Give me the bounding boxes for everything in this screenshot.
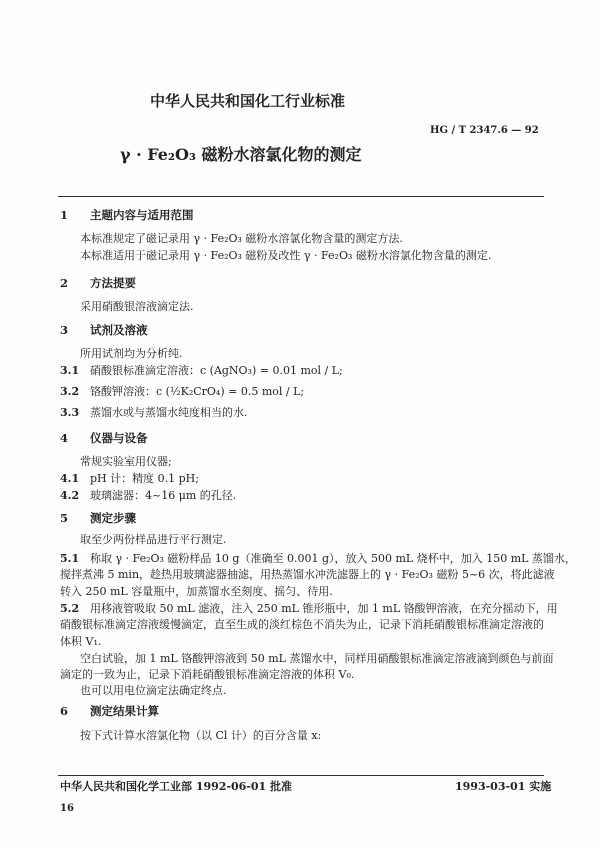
header-rule [58,196,544,197]
paragraph: 体积 V₁. [60,635,102,648]
section-5-heading: 5 测定步骤 [60,511,136,525]
paragraph: 滴定的一致为止，记录下消耗硝酸银标准滴定溶液的体积 V₀. [60,668,355,681]
paragraph: 所用试剂均为分析纯. [80,347,183,360]
paragraph: 取至少两份样品进行平行测定. [80,533,227,546]
clause-4-2: 4.2 玻璃滤器：4~16 μm 的孔径. [60,489,237,502]
paragraph: 转入 250 mL 容量瓶中，加蒸馏水至刻度、摇匀、待用. [60,585,333,598]
clause-5-1: 5.1 称取 γ · Fe₂O₃ 磁粉样品 10 g（准确至 0.001 g），放入 500 mL 烧杯中，加入 150 mL 蒸馏水， [60,552,576,565]
paragraph: 本标准适用于磁记录用 γ · Fe₂O₃ 磁粉及改性 γ · Fe₂O₃ 磁粉水溶氯化物含量的测定. [80,249,492,262]
paragraph: 本标准规定了磁记录用 γ · Fe₂O₃ 磁粉水溶氯化物含量的测定方法. [80,232,403,245]
page-number: 16 [60,803,74,814]
section-4-heading: 4 仪器与设备 [60,431,148,445]
clause-3-3: 3.3 蒸馏水或与蒸馏水纯度相当的水. [60,406,248,419]
clause-5-2: 5.2 用移液管吸取 50 mL 滤液，注入 250 mL 锥形瓶中，加 1 mL 铬酸钾溶液，在充分摇动下，用 [60,602,558,615]
section-2-heading: 2 方法提要 [60,276,136,290]
section-1-heading: 1 主题内容与适用范围 [60,208,194,222]
clause-3-2: 3.2 铬酸钾溶液：c (½K₂CrO₄) = 0.5 mol / L; [60,385,305,398]
section-6-heading: 6 测定结果计算 [60,704,159,718]
paragraph: 空白试验，加 1 mL 铬酸钾溶液到 50 mL 蒸馏水中，同样用硝酸银标准滴定溶液滴到颜色与前面 [80,652,554,665]
paragraph: 硝酸银标准滴定溶液缓慢滴定，直至生成的淡红棕色不消失为止，记录下消耗硝酸银标准滴定溶液的 [60,618,544,631]
doc-title: γ · Fe₂O₃ 磁粉水溶氯化物的测定 [120,145,362,164]
clause-3-1: 3.1 硝酸银标准滴定溶液：c (AgNO₃) = 0.01 mol / L; [60,364,343,377]
standard-code: HG / T 2347.6 — 92 [430,125,539,136]
section-3-heading: 3 试剂及溶液 [60,323,148,337]
paragraph: 采用硝酸银溶液滴定法. [80,300,194,313]
clause-4-1: 4.1 pH 计：精度 0.1 pH; [60,472,199,485]
paragraph: 按下式计算水溶氯化物（以 Cl 计）的百分含量 x: [80,729,322,742]
paragraph: 搅拌煮沸 5 min，趁热用玻璃滤器抽滤，用热蒸馏水冲洗滤器上的 γ · Fe₂O₃ 磁粉 5~6 次，将此滤液 [60,568,555,581]
effective-date: 1993-03-01 实施 [455,780,552,793]
paragraph: 常规实验室用仪器; [80,455,172,468]
footer-rule [58,775,544,776]
approval-note: 中华人民共和国化学工业部 1992-06-01 批准 [60,780,293,793]
org-title: 中华人民共和国化工行业标准 [150,92,346,110]
paragraph: 也可以用电位滴定法确定终点. [80,684,227,697]
